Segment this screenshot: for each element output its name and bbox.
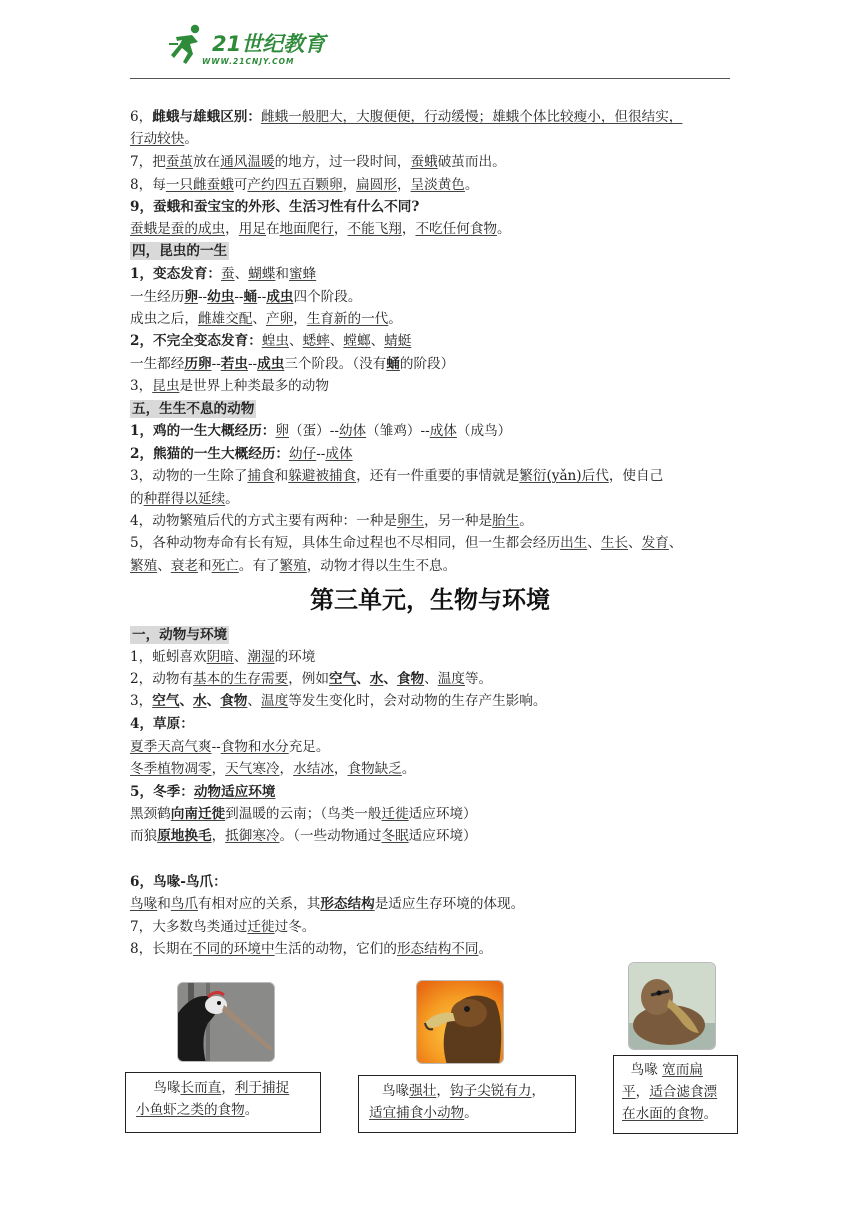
section-heading: 五，生生不息的动物	[132, 401, 255, 417]
text-line: 行动较快。	[130, 131, 198, 147]
text-line: 6，鸟喙-鸟爪：	[130, 874, 227, 890]
header-divider	[130, 78, 730, 79]
text-line: 7，把蚕茧放在通风温暖的地方，过一段时间，蚕蛾破茧而出。	[130, 154, 506, 170]
text-line: 的种群得以延续。	[130, 491, 239, 507]
text-line: 一生都经历卵--若虫--成虫三个阶段。（没有蛹的阶段）	[130, 356, 455, 372]
text-line: 蚕蛾是蚕的成虫，用足在地面爬行，不能飞翔，不吃任何食物。	[130, 221, 511, 237]
logo-url-text: WWW.21CNJY.COM	[202, 57, 295, 66]
text-line: 4，动物繁殖后代的方式主要有两种：一种是卵生，另一种是胎生。	[130, 513, 533, 529]
text-line: 成虫之后，雌雄交配、产卵，生育新的一代。	[130, 311, 402, 327]
text-line: 1，蚯蚓喜欢阴暗、潮湿的环境	[130, 649, 316, 665]
unit-title: 第三单元，生物与环境	[310, 585, 550, 614]
eagle-photo	[416, 980, 504, 1064]
section-heading: 一，动物与环境	[132, 627, 228, 643]
section-heading: 四，昆虫的一生	[132, 243, 228, 259]
text-line: 1，变态发育：蚕、蝴蝶和蜜蜂	[130, 266, 317, 282]
duck-photo	[628, 962, 716, 1050]
duck-caption: 鸟喙 宽而扁 平，适合滤食漂 在水面的食物。	[613, 1055, 738, 1134]
logo-brand-text: 21世纪教育	[212, 32, 326, 56]
eagle-image	[417, 981, 504, 1064]
text-line: 2，熊猫的一生大概经历：幼仔--成体	[130, 446, 353, 462]
text-line: 5，冬季：动物适应环境	[130, 784, 276, 800]
text-line: 而狼原地换毛，抵御寒冷。（一些动物通过冬眠适应环境）	[130, 828, 477, 844]
text-line: 6，雌蛾与雄蛾区别：雌蛾一般肥大，大腹便便，行动缓慢；雄蛾个体比较瘦小，但很结实，	[130, 109, 683, 125]
text-line: 冬季植物凋零，天气寒冷，水结冰，食物缺乏。	[130, 761, 416, 777]
text-line: 1，鸡的一生大概经历：卵（蛋）--幼体（雏鸡）--成体（成鸟）	[130, 423, 512, 439]
eagle-caption: 鸟喙强壮，钩子尖锐有力， 适宜捕食小动物。	[358, 1075, 576, 1133]
text-line: 8，每一只雌蚕蛾可产约四五百颗卵，扁圆形，呈淡黄色。	[130, 177, 479, 193]
crane-image	[178, 983, 275, 1062]
text-line: 夏季天高气爽--食物和水分充足。	[130, 739, 330, 755]
text-line: 8，长期在不同的环境中生活的动物，它们的形态结构不同。	[130, 941, 493, 957]
text-line: 7，大多数鸟类通过迁徙过冬。	[130, 919, 316, 935]
text-line: 5，各种动物寿命有长有短，具体生命过程也不尽相同，但一生都会经历出生、生长、发育、	[130, 535, 683, 551]
text-line: 2，不完全变态发育：蝗虫、蟋蟀、螳螂、蜻蜓	[130, 333, 412, 349]
crane-photo	[177, 982, 275, 1062]
text-line: 4，草原：	[130, 716, 194, 732]
text-line: 黑颈鹤向南迁徙到温暖的云南；（鸟类一般迁徙适应环境）	[130, 806, 477, 822]
text-line: 9，蚕蛾和蚕宝宝的外形、生活习性有什么不同?	[130, 199, 420, 215]
text-line: 繁殖、衰老和死亡。有了繁殖，动物才得以生生不息。	[130, 558, 457, 574]
crane-caption: 鸟喙长而直，利于捕捉 小鱼虾之类的食物。	[125, 1072, 321, 1133]
text-line: 3，动物的一生除了捕食和躲避被捕食，还有一件重要的事情就是繁衍(yǎn)后代，使自己	[130, 468, 664, 484]
text-line: 鸟喙和鸟爪有相对应的关系，其形态结构是适应生存环境的体现。	[130, 896, 525, 912]
text-line: 3，空气、水、食物、温度等发生变化时，会对动物的生存产生影响。	[130, 693, 547, 709]
site-logo	[168, 22, 343, 70]
text-line: 2，动物有基本的生存需要，例如空气、水、食物、温度等。	[130, 671, 493, 687]
text-line: 3，昆虫是世界上种类最多的动物	[130, 378, 329, 394]
duck-image	[629, 963, 716, 1050]
text-line: 一生经历卵--幼虫--蛹--成虫四个阶段。	[130, 289, 362, 305]
